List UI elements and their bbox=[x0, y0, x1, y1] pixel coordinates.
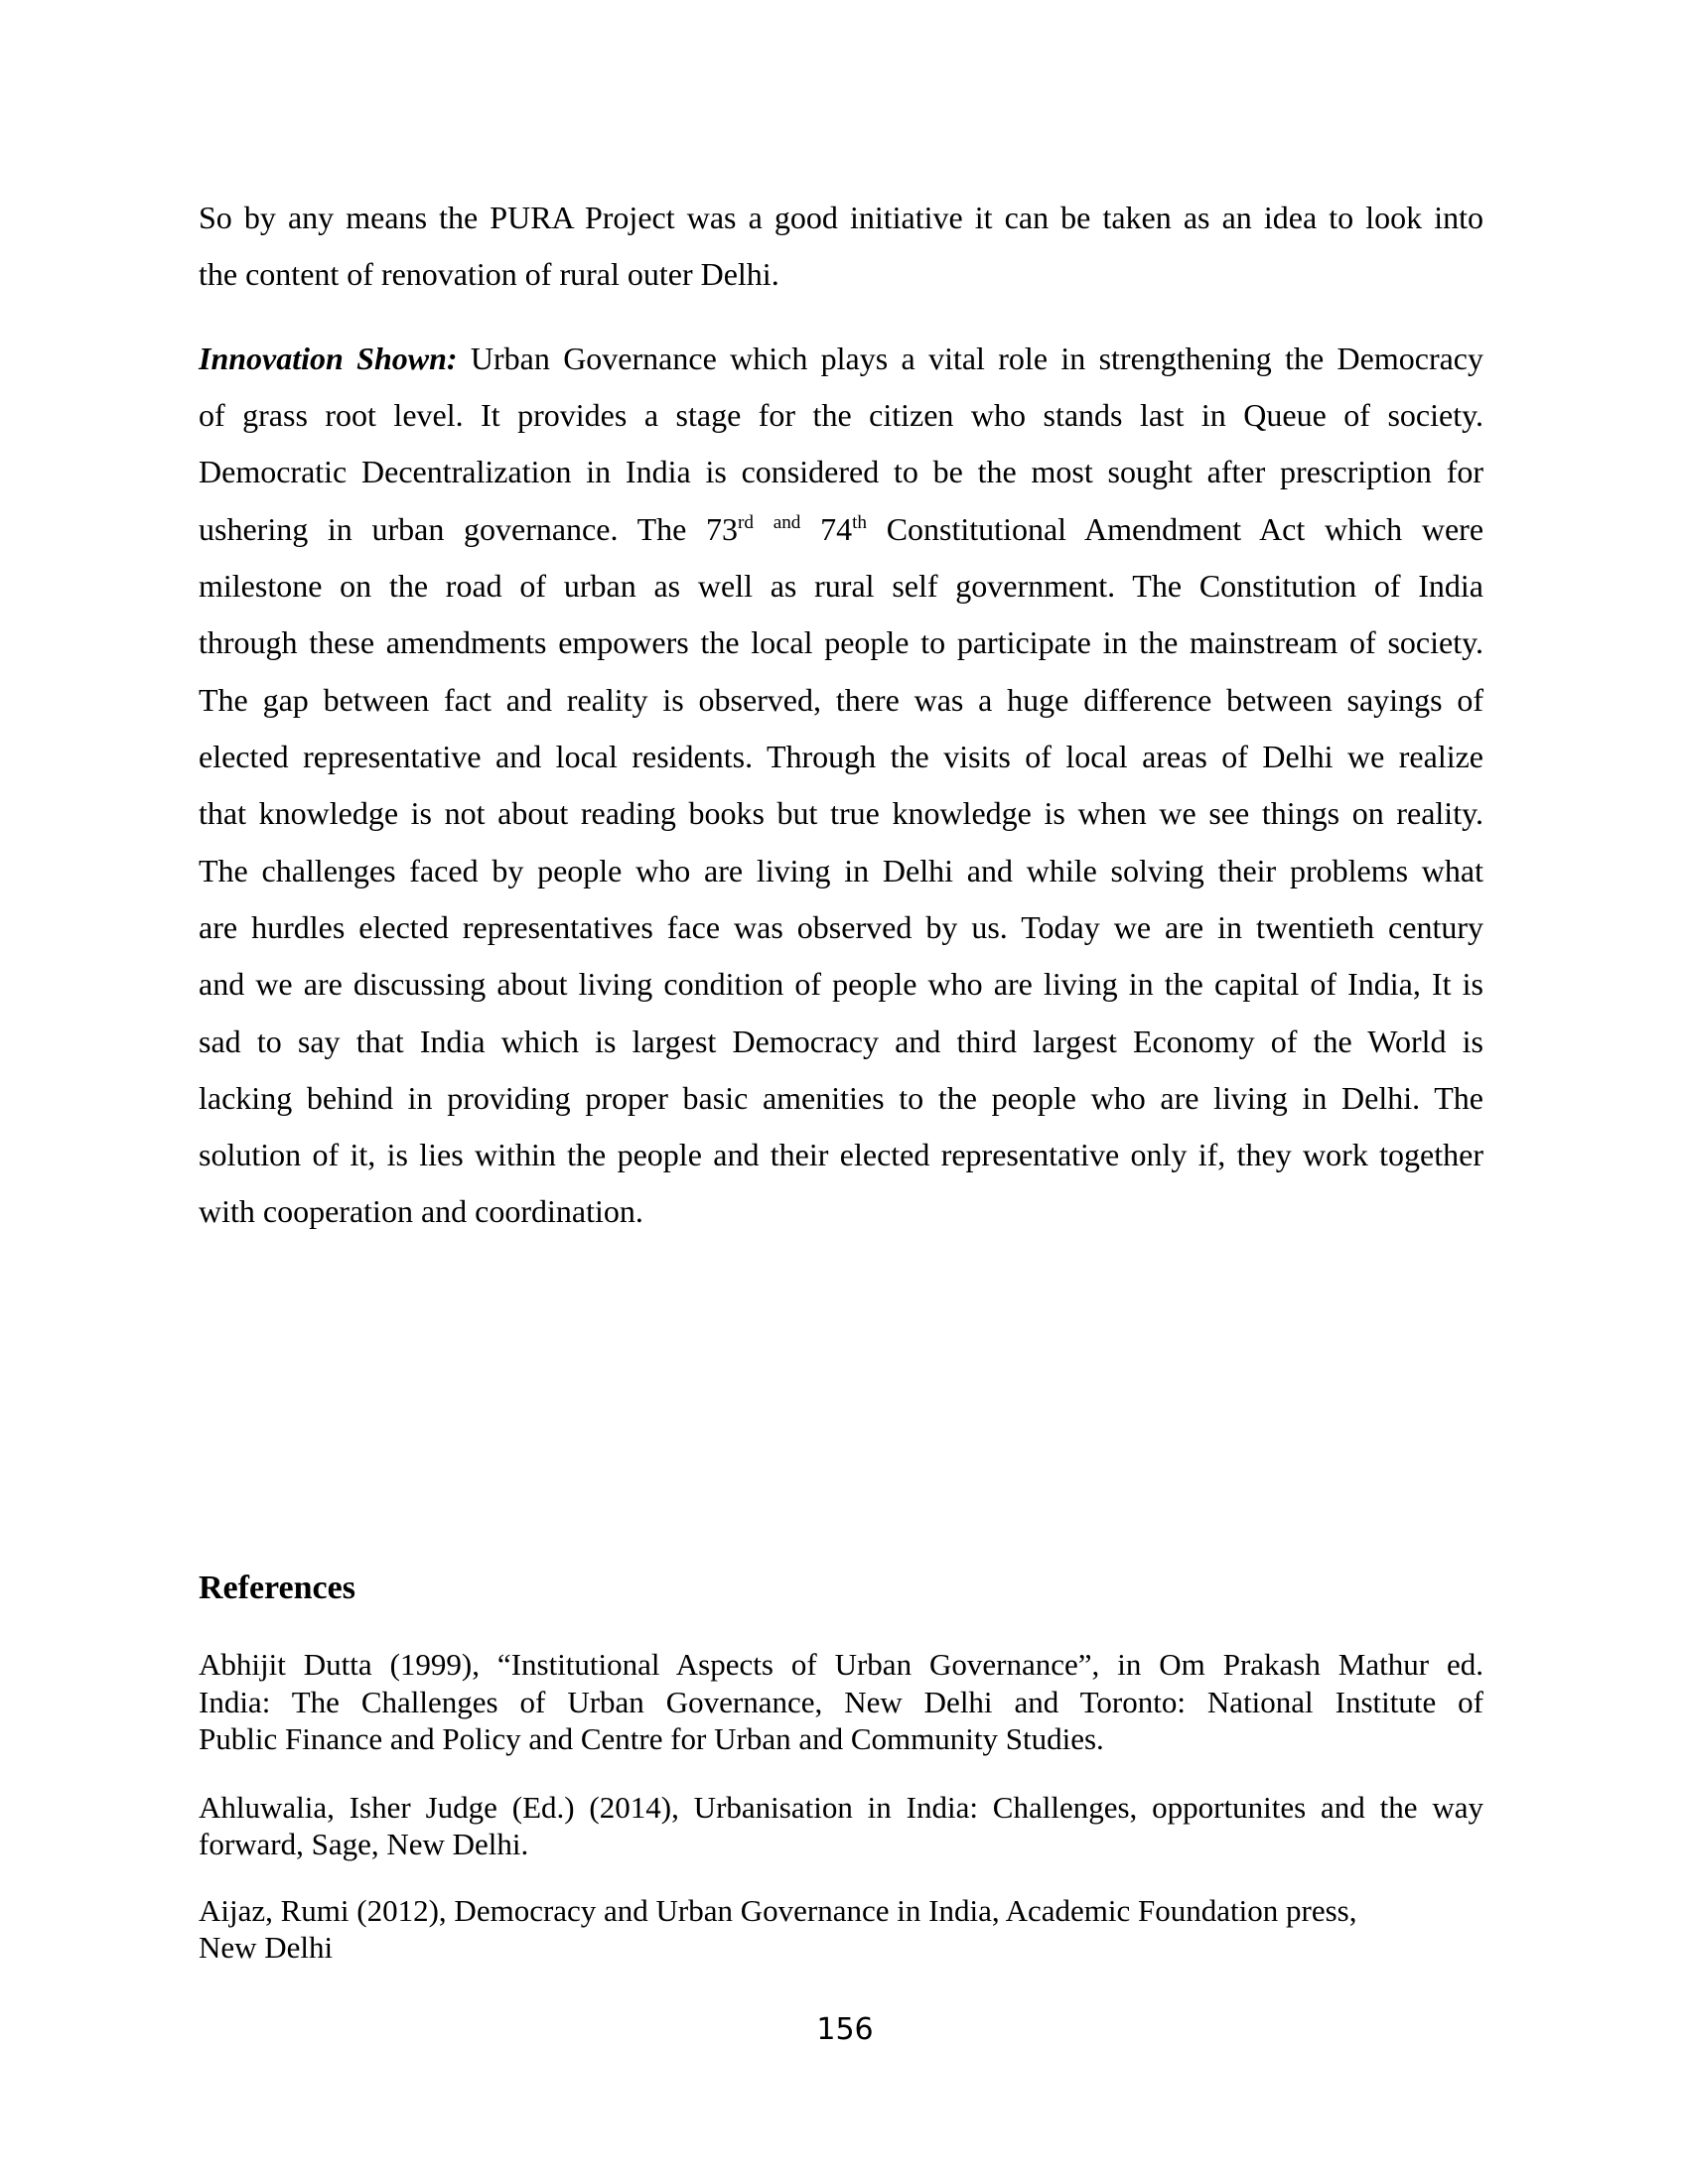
paragraph-line: So by any means the PURA Project was a good initiative it can be taken as an idea to look into bbox=[199, 200, 1483, 235]
reference-line: Abhijit Dutta (1999), “Institutional Aspects of Urban Governance”, in Om Prakash Mathur ed. bbox=[199, 1647, 1483, 1682]
reference-line: New Delhi bbox=[199, 1930, 334, 1965]
paragraph-line: of grass root level. It provides a stage for the citizen who stands last in Queue of society. bbox=[199, 397, 1483, 433]
reference-line: Public Finance and Policy and Centre for Urban and Community Studies. bbox=[199, 1721, 1104, 1756]
paragraph-text: Constitutional Amendment Act which were bbox=[867, 511, 1484, 547]
paragraph-line: elected representative and local residents. Through the visits of local areas of Delhi we realize bbox=[199, 739, 1483, 774]
paragraph-line: are hurdles elected representatives face was observed by us. Today we are in twentieth century bbox=[199, 909, 1483, 945]
paragraph-line: lacking behind in providing proper basic amenities to the people who are living in Delhi. The bbox=[199, 1080, 1483, 1116]
reference-line: Ahluwalia, Isher Judge (Ed.) (2014), Urbanisation in India: Challenges, opportunites and the way bbox=[199, 1790, 1483, 1825]
paragraph-line: that knowledge is not about reading books but true knowledge is when we see things on reality. bbox=[199, 795, 1483, 831]
paragraph-line: the content of renovation of rural outer Delhi. bbox=[199, 256, 779, 292]
paragraph-line: with cooperation and coordination. bbox=[199, 1193, 643, 1229]
page-number: 156 bbox=[816, 2012, 874, 2047]
reference-line: Aijaz, Rumi (2012), Democracy and Urban Governance in India, Academic Foundation press, bbox=[199, 1893, 1357, 1928]
paragraph-line: through these amendments empowers the local people to participate in the mainstream of society. bbox=[199, 624, 1483, 660]
paragraph-line: Democratic Decentralization in India is considered to be the most sought after prescription for bbox=[199, 454, 1483, 489]
innovation-shown-lead-in: Innovation Shown: bbox=[199, 341, 458, 376]
paragraph-line: The challenges faced by people who are living in Delhi and while solving their problems what bbox=[199, 853, 1483, 888]
reference-line: forward, Sage, New Delhi. bbox=[199, 1827, 529, 1861]
references-heading: References bbox=[199, 1570, 355, 1606]
paragraph-line: The gap between fact and reality is observed, there was a huge difference between sayings of bbox=[199, 682, 1483, 718]
superscript-ordinal: rd bbox=[738, 512, 754, 534]
paragraph-line: milestone on the road of urban as well as rural self government. The Constitution of India bbox=[199, 568, 1483, 604]
reference-line: India: The Challenges of Urban Governance, New Delhi and Toronto: National Institute of bbox=[199, 1685, 1483, 1719]
paragraph-line: sad to say that India which is largest Democracy and third largest Economy of the World is bbox=[199, 1024, 1483, 1059]
paragraph-line bbox=[199, 513, 1483, 545]
superscript-conjunction: and bbox=[773, 512, 801, 534]
paragraph-text: ushering in urban governance. The 73 bbox=[199, 511, 739, 547]
superscript-ordinal: th bbox=[852, 512, 868, 534]
paragraph-line bbox=[199, 342, 1483, 374]
paragraph-text: 74 bbox=[820, 511, 853, 547]
paragraph-text: Urban Governance which plays a vital role in strengthening the Democracy bbox=[457, 341, 1484, 376]
paragraph-line: and we are discussing about living condition of people who are living in the capital of India, It is bbox=[199, 966, 1483, 1002]
paragraph-line: solution of it, is lies within the people and their elected representative only if, they work together bbox=[199, 1137, 1483, 1172]
